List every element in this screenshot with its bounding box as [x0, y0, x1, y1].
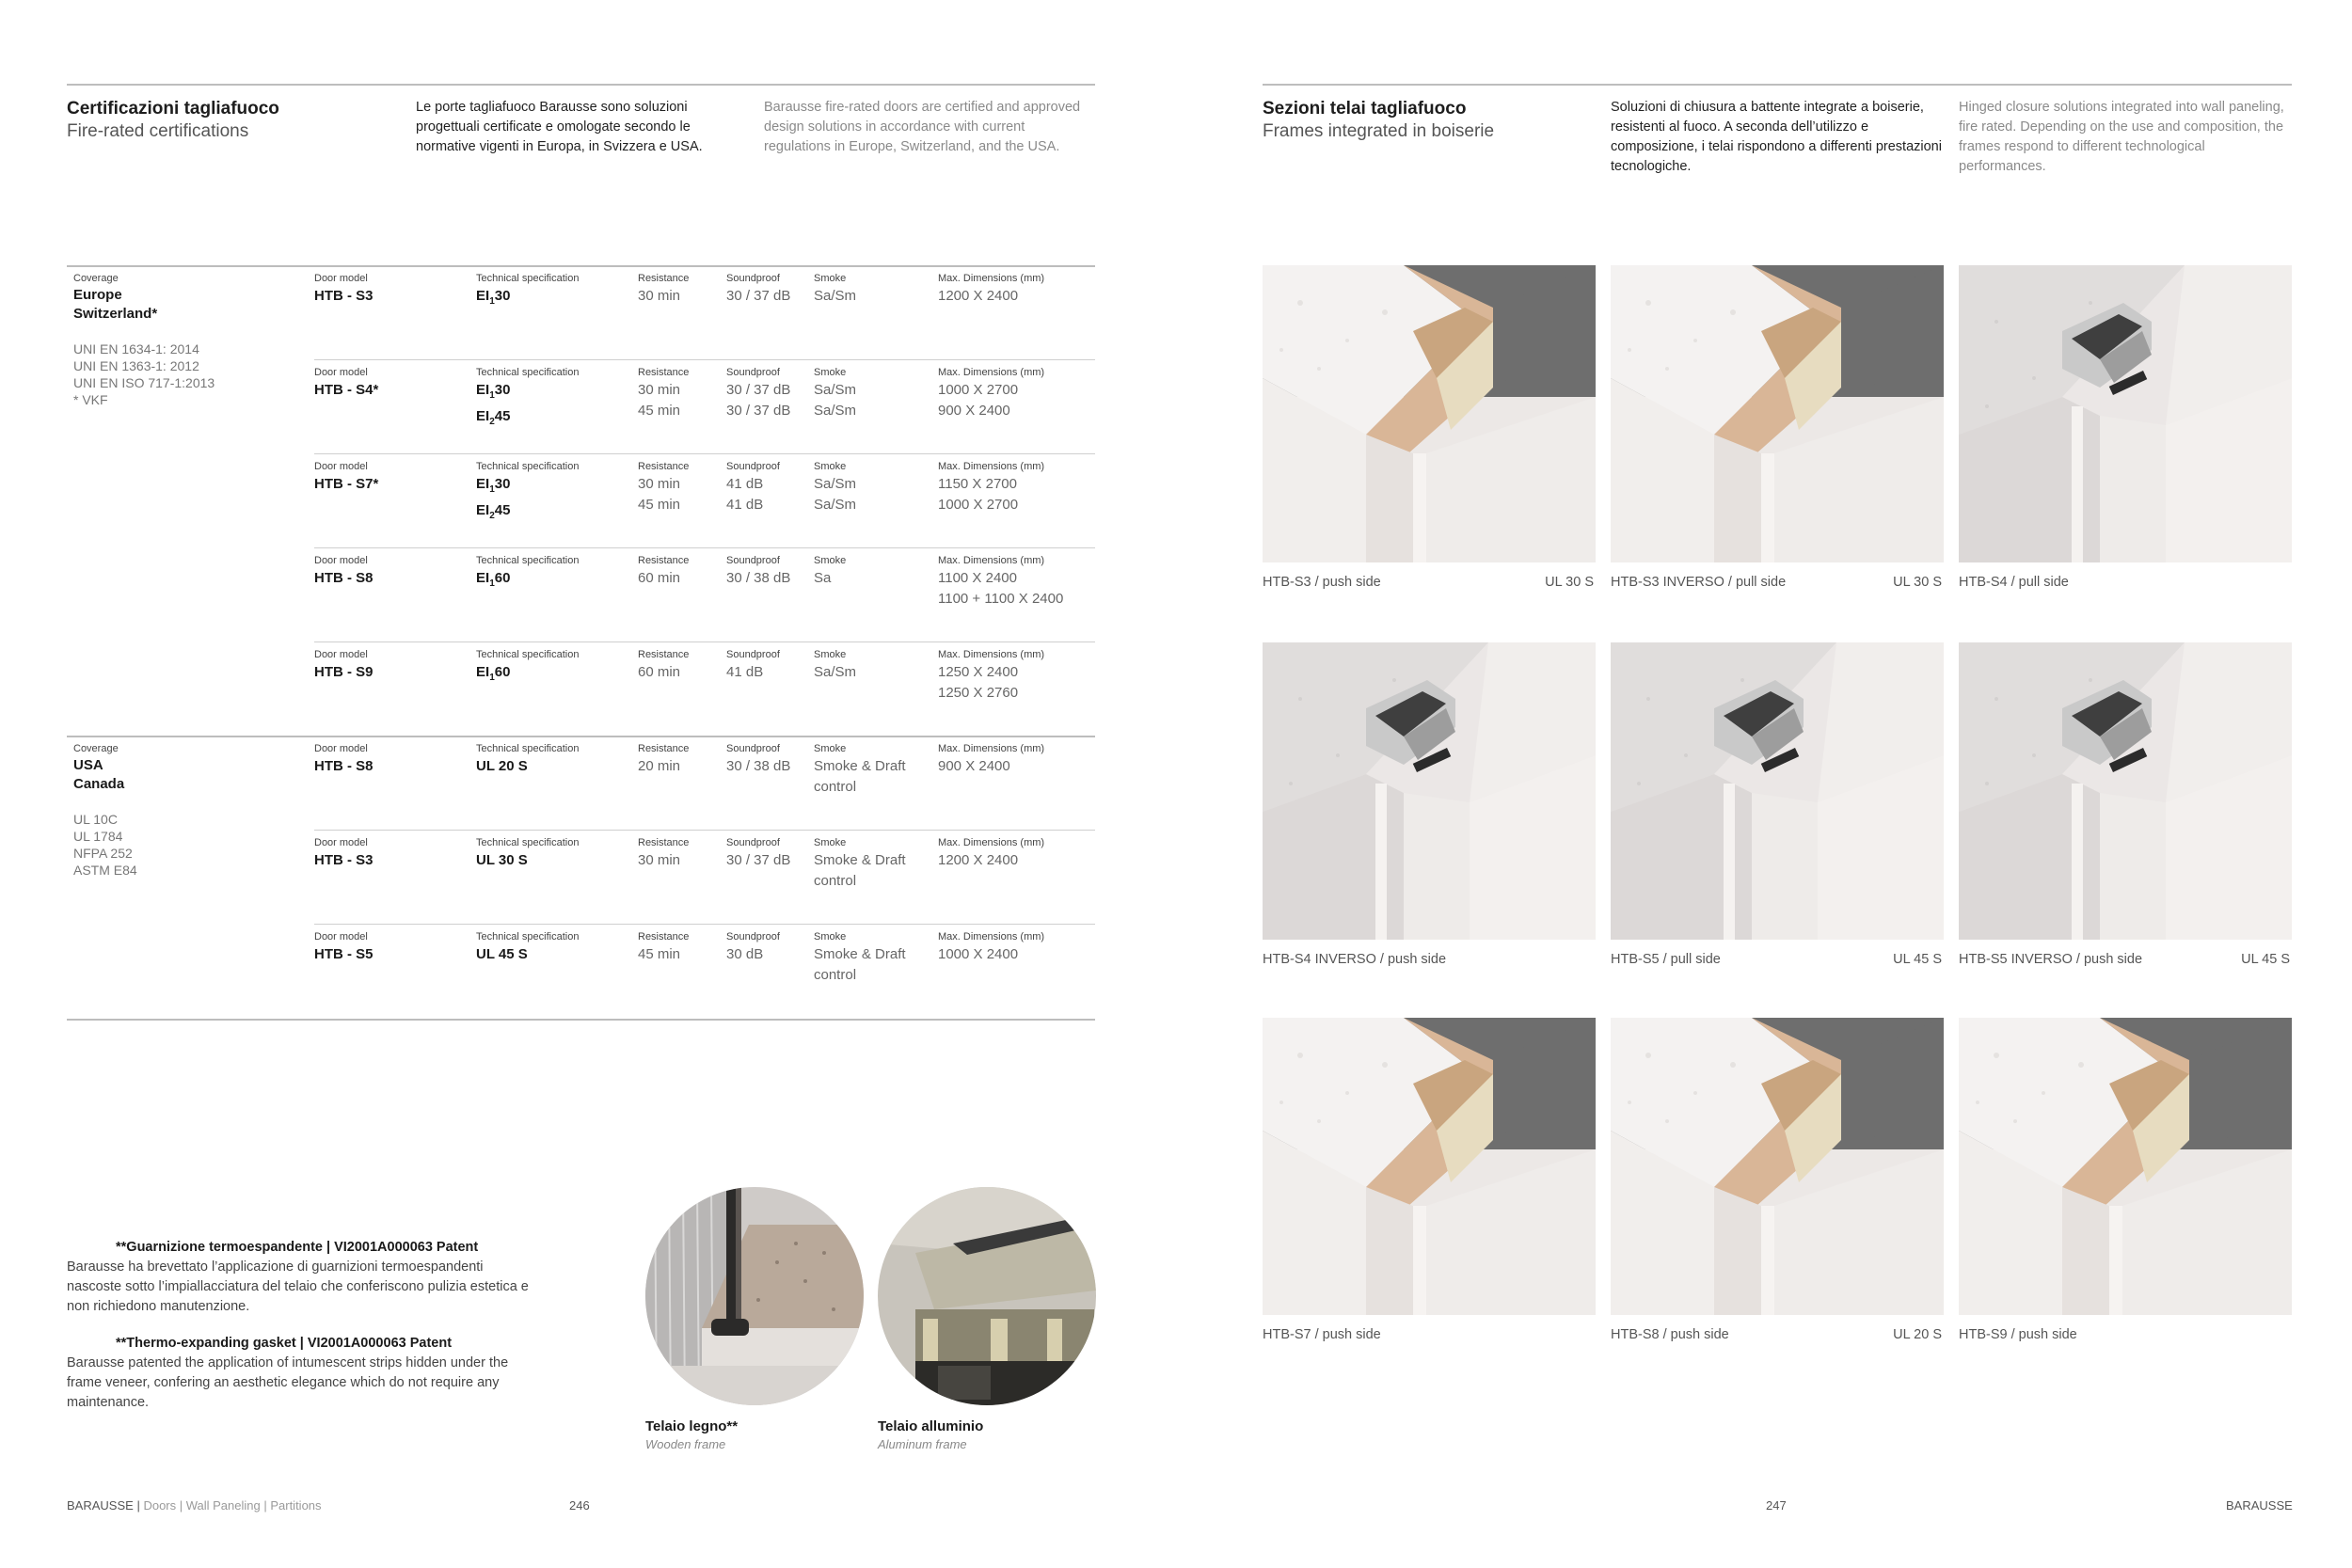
technical-spec-value: $EI_130$ — [476, 288, 511, 307]
table-row-divider — [314, 453, 1095, 454]
table-row — [314, 271, 1095, 359]
frame-section-image — [1263, 1018, 1596, 1315]
table-row-divider — [314, 924, 1095, 925]
page-number-left: 246 — [569, 1498, 590, 1513]
frame-section-rating: UL 45 S — [2241, 952, 2290, 967]
table-cell-resistance — [638, 929, 689, 965]
smoke-value: Sa/Sm — [814, 664, 857, 680]
dims-value: 900 X 2400 — [938, 403, 1010, 419]
column-label: Smoke — [814, 555, 847, 566]
table-cell-smoke — [814, 741, 906, 798]
soundproof-value: 41 dB — [726, 664, 764, 680]
technical-spec-value: $EI_160$ — [476, 664, 511, 683]
coverage-label: Coverage — [73, 273, 119, 284]
frame-section-caption: HTB-S3 / push side — [1263, 575, 1381, 590]
frame-section-image — [1959, 265, 2292, 562]
table-cell-soundproof — [726, 365, 790, 421]
table-row-divider — [67, 736, 1095, 737]
top-rule-right — [1263, 84, 2292, 86]
table-cell-resistance — [638, 271, 689, 307]
column-label: Max. Dimensions (mm) — [938, 461, 1045, 472]
coverage-standard: UNI EN 1634-1: 2014 — [73, 341, 199, 356]
table-cell-dims — [938, 929, 1044, 965]
column-label: Door model — [314, 837, 368, 848]
dims-value: 1250 X 2400 — [938, 664, 1019, 680]
coverage-standard: UNI EN 1363-1: 2012 — [73, 358, 199, 373]
page-number-right: 247 — [1766, 1498, 1787, 1513]
column-label: Resistance — [638, 273, 690, 284]
intro-english: Barausse fire-rated doors are certified and approved design solutions in accordance with current regulations in Europe, Switzerland, and the USA. — [764, 100, 1081, 154]
frame-section-caption: HTB-S8 / push side — [1611, 1327, 1729, 1342]
frame-section-image — [1611, 1018, 1944, 1315]
soundproof-value: 41 dB — [726, 497, 764, 513]
smoke-value: Sa/Sm — [814, 403, 857, 419]
smoke-value: Smoke & Draft — [814, 852, 906, 868]
technical-spec-value: $EI_130$ — [476, 476, 511, 495]
soundproof-value: 30 dB — [726, 946, 764, 962]
column-label: Technical specification — [476, 931, 580, 942]
column-label: Max. Dimensions (mm) — [938, 555, 1045, 566]
aluminum-frame-subtitle: Aluminum frame — [878, 1437, 967, 1451]
frame-section-rating: UL 30 S — [1893, 575, 1942, 590]
coverage-region: Europe — [73, 287, 122, 303]
smoke-value: control — [814, 779, 857, 795]
table-cell-model — [314, 459, 378, 495]
frame-section-image — [1611, 265, 1944, 562]
right-heading — [1263, 99, 1494, 142]
technical-spec-value: UL 30 S — [476, 852, 528, 868]
table-cell-model — [314, 929, 373, 965]
table-cell-soundproof — [726, 553, 790, 589]
column-label: Resistance — [638, 931, 690, 942]
smoke-value: Smoke & Draft — [814, 758, 906, 774]
coverage-region: Switzerland* — [73, 306, 158, 322]
column-label: Soundproof — [726, 743, 780, 754]
column-label: Resistance — [638, 461, 690, 472]
table-row — [314, 835, 1095, 924]
top-rule-left — [67, 84, 1095, 86]
column-label: Smoke — [814, 367, 847, 378]
coverage-standard: ASTM E84 — [73, 863, 137, 878]
table-row-divider — [314, 641, 1095, 642]
table-row — [314, 459, 1095, 547]
dims-value: 900 X 2400 — [938, 758, 1010, 774]
table-cell-soundproof — [726, 741, 790, 777]
dims-value: 1100 + 1100 X 2400 — [938, 591, 1064, 607]
door-model-value: HTB - S3 — [314, 288, 373, 304]
frame-section-image — [1959, 1018, 2292, 1315]
table-row — [314, 741, 1095, 830]
column-label: Smoke — [814, 931, 847, 942]
footer-separator: | — [136, 1498, 140, 1513]
column-label: Technical specification — [476, 649, 580, 660]
soundproof-value: 30 / 37 dB — [726, 288, 791, 304]
sections-title-en: Frames integrated in boiserie — [1263, 121, 1495, 141]
table-cell-spec — [476, 459, 579, 527]
column-label: Soundproof — [726, 555, 780, 566]
table-cell-dims — [938, 741, 1044, 777]
column-label: Technical specification — [476, 837, 580, 848]
resistance-value: 60 min — [638, 570, 681, 586]
table-cell-soundproof — [726, 459, 780, 515]
frame-section-caption: HTB-S5 / pull side — [1611, 952, 1721, 967]
frame-section-caption: HTB-S3 INVERSO / pull side — [1611, 575, 1787, 590]
table-cell-soundproof — [726, 271, 790, 307]
resistance-value: 20 min — [638, 758, 681, 774]
column-label: Smoke — [814, 837, 847, 848]
coverage-standard: * VKF — [73, 392, 108, 407]
table-cell-resistance — [638, 835, 689, 871]
door-model-value: HTB - S3 — [314, 852, 373, 868]
table-cell-soundproof — [726, 929, 780, 965]
footer-section: Doors | Wall Paneling | Partitions — [143, 1498, 322, 1513]
table-cell-dims — [938, 835, 1044, 871]
dims-value: 1100 X 2400 — [938, 570, 1017, 586]
footer-brand-left: BARAUSSE — [67, 1498, 134, 1513]
table-cell-spec — [476, 647, 579, 689]
resistance-value: 30 min — [638, 476, 681, 492]
dims-value: 1000 X 2400 — [938, 946, 1019, 962]
technical-spec-value: $EI_245$ — [476, 408, 511, 427]
column-label: Max. Dimensions (mm) — [938, 273, 1045, 284]
column-label: Door model — [314, 367, 368, 378]
dims-value: 1150 X 2700 — [938, 476, 1017, 492]
frame-section-caption: HTB-S7 / push side — [1263, 1327, 1381, 1342]
resistance-value: 30 min — [638, 852, 681, 868]
column-label: Soundproof — [726, 273, 780, 284]
wooden-frame-title: Telaio legno** — [645, 1418, 739, 1434]
table-cell-smoke — [814, 271, 856, 307]
column-label: Max. Dimensions (mm) — [938, 837, 1045, 848]
intro-italian: Le porte tagliafuoco Barausse sono soluzioni progettuali certificate e omologate secondo le normative vigenti in Europa, in Svizzera e USA. — [416, 100, 703, 154]
sections-intro-english: Hinged closure solutions integrated into wall paneling, fire rated. Depending on the use and composition, the frames respond to different technological performances. — [1959, 100, 2284, 174]
smoke-value: Sa/Sm — [814, 497, 857, 513]
note-title-en: **Thermo-expanding gasket | VI2001A000063 Patent — [116, 1336, 453, 1351]
table-cell-resistance — [638, 365, 689, 421]
table-row — [314, 929, 1095, 1018]
column-label: Smoke — [814, 743, 847, 754]
door-model-value: HTB - S9 — [314, 664, 373, 680]
table-cell-model — [314, 365, 378, 401]
coverage-block — [73, 271, 309, 408]
smoke-value: Smoke & Draft — [814, 946, 906, 962]
soundproof-value: 30 / 37 dB — [726, 382, 791, 398]
door-model-value: HTB - S7* — [314, 476, 379, 492]
frame-section-image — [1263, 265, 1596, 562]
smoke-value: control — [814, 873, 857, 889]
technical-spec-value: UL 20 S — [476, 758, 528, 774]
table-cell-smoke — [814, 835, 906, 892]
technical-spec-value: $EI_160$ — [476, 570, 511, 589]
table-cell-dims — [938, 271, 1044, 307]
coverage-region: Canada — [73, 776, 125, 792]
frame-section-rating: UL 30 S — [1545, 575, 1594, 590]
soundproof-value: 30 / 37 dB — [726, 403, 791, 419]
wooden-frame-image — [645, 1187, 864, 1405]
column-label: Soundproof — [726, 931, 780, 942]
table-cell-spec — [476, 271, 579, 312]
table-cell-model — [314, 647, 373, 683]
column-label: Resistance — [638, 743, 690, 754]
column-label: Max. Dimensions (mm) — [938, 649, 1045, 660]
aluminum-frame-title: Telaio alluminio — [878, 1418, 984, 1434]
column-label: Max. Dimensions (mm) — [938, 931, 1045, 942]
table-row-divider — [314, 547, 1095, 548]
dims-value: 1200 X 2400 — [938, 288, 1019, 304]
resistance-value: 30 min — [638, 288, 681, 304]
coverage-block — [73, 741, 309, 879]
frame-section-image — [1959, 642, 2292, 940]
frame-section-rating: UL 45 S — [1893, 952, 1942, 967]
table-cell-smoke — [814, 553, 846, 589]
note-body-en: Barausse patented the application of intumescent strips hidden under the frame veneer, confering an aesthetic elegance which do not require any maintenance. — [67, 1355, 509, 1410]
column-label: Smoke — [814, 461, 847, 472]
table-cell-smoke — [814, 929, 906, 986]
footer-left — [67, 1498, 322, 1513]
technical-spec-value: UL 45 S — [476, 946, 528, 962]
column-label: Resistance — [638, 555, 690, 566]
resistance-value: 30 min — [638, 382, 681, 398]
table-cell-model — [314, 835, 373, 871]
coverage-region: USA — [73, 757, 103, 773]
smoke-value: Sa/Sm — [814, 288, 857, 304]
frame-section-rating: UL 20 S — [1893, 1327, 1942, 1342]
table-cell-dims — [938, 365, 1044, 421]
column-label: Technical specification — [476, 273, 580, 284]
coverage-standard: UL 10C — [73, 812, 118, 827]
column-label: Soundproof — [726, 837, 780, 848]
column-label: Resistance — [638, 649, 690, 660]
page-title-it: Certificazioni tagliafuoco — [67, 99, 279, 119]
frame-section-image — [1263, 642, 1596, 940]
frame-section-caption: HTB-S9 / push side — [1959, 1327, 2077, 1342]
column-label: Door model — [314, 273, 368, 284]
soundproof-value: 30 / 38 dB — [726, 758, 791, 774]
column-label: Max. Dimensions (mm) — [938, 743, 1045, 754]
column-label: Technical specification — [476, 367, 580, 378]
table-cell-resistance — [638, 553, 689, 589]
table-cell-soundproof — [726, 835, 790, 871]
table-cell-smoke — [814, 459, 856, 515]
column-label: Technical specification — [476, 461, 580, 472]
table-cell-spec — [476, 929, 579, 971]
column-label: Technical specification — [476, 555, 580, 566]
sections-intro-italian: Soluzioni di chiusura a battente integrate a boiserie, resistenti al fuoco. A seconda dell’utilizzo e composizione, i telai rispondono a differenti prestazioni tecnologiche. — [1611, 100, 1942, 174]
table-cell-model — [314, 741, 373, 777]
column-label: Door model — [314, 743, 368, 754]
resistance-value: 45 min — [638, 946, 681, 962]
coverage-standard: UNI EN ISO 717-1:2013 — [73, 375, 215, 390]
table-bottom-rule — [67, 1019, 1095, 1021]
wooden-frame-subtitle: Wooden frame — [645, 1437, 726, 1451]
column-label: Door model — [314, 461, 368, 472]
dims-value: 1250 X 2760 — [938, 685, 1019, 701]
column-label: Door model — [314, 555, 368, 566]
resistance-value: 45 min — [638, 497, 681, 513]
table-row-divider — [314, 359, 1095, 360]
table-row — [314, 553, 1095, 641]
soundproof-value: 41 dB — [726, 476, 764, 492]
gasket-note-english — [67, 1334, 537, 1413]
table-cell-model — [314, 553, 373, 589]
table-row — [314, 647, 1095, 736]
dims-value: 1000 X 2700 — [938, 382, 1019, 398]
dims-value: 1000 X 2700 — [938, 497, 1019, 513]
table-cell-dims — [938, 553, 1063, 610]
table-cell-soundproof — [726, 647, 780, 683]
column-label: Smoke — [814, 649, 847, 660]
resistance-value: 45 min — [638, 403, 681, 419]
coverage-standard: NFPA 252 — [73, 846, 133, 861]
table-cell-spec — [476, 365, 579, 433]
note-body-it: Barausse ha brevettato l’applicazione di guarnizioni termoespandenti nascoste sotto l’impiallacciatura del telaio che conferiscono pulizia estetica e non richiedono manutenzione. — [67, 1259, 529, 1314]
door-model-value: HTB - S5 — [314, 946, 373, 962]
page-title-en: Fire-rated certifications — [67, 121, 249, 141]
door-model-value: HTB - S8 — [314, 570, 373, 586]
table-row — [314, 365, 1095, 453]
gasket-note-italian — [67, 1238, 537, 1317]
resistance-value: 60 min — [638, 664, 681, 680]
left-heading — [67, 99, 279, 142]
column-label: Door model — [314, 649, 368, 660]
table-row-divider — [314, 830, 1095, 831]
table-cell-resistance — [638, 459, 689, 515]
table-cell-resistance — [638, 647, 689, 683]
sections-title-it: Sezioni telai tagliafuoco — [1263, 99, 1467, 119]
table-cell-smoke — [814, 365, 856, 421]
column-label: Soundproof — [726, 367, 780, 378]
smoke-value: Sa/Sm — [814, 382, 857, 398]
soundproof-value: 30 / 37 dB — [726, 852, 791, 868]
column-label: Resistance — [638, 837, 690, 848]
smoke-value: Sa — [814, 570, 832, 586]
column-label: Technical specification — [476, 743, 580, 754]
table-cell-spec — [476, 553, 579, 594]
column-label: Resistance — [638, 367, 690, 378]
table-cell-resistance — [638, 741, 689, 777]
column-label: Smoke — [814, 273, 847, 284]
frame-section-image — [1611, 642, 1944, 940]
door-model-value: HTB - S8 — [314, 758, 373, 774]
column-label: Max. Dimensions (mm) — [938, 367, 1045, 378]
door-model-value: HTB - S4* — [314, 382, 379, 398]
column-label: Door model — [314, 931, 368, 942]
frame-section-caption: HTB-S4 INVERSO / push side — [1263, 952, 1447, 967]
aluminum-frame-image — [878, 1187, 1096, 1405]
table-cell-dims — [938, 647, 1044, 704]
footer-brand-right: BARAUSSE — [2226, 1498, 2293, 1513]
table-cell-model — [314, 271, 373, 307]
soundproof-value: 30 / 38 dB — [726, 570, 791, 586]
frame-section-caption: HTB-S5 INVERSO / push side — [1959, 952, 2143, 967]
dims-value: 1200 X 2400 — [938, 852, 1019, 868]
table-top-rule — [67, 265, 1095, 267]
table-cell-smoke — [814, 647, 856, 683]
column-label: Soundproof — [726, 649, 780, 660]
table-cell-dims — [938, 459, 1044, 515]
coverage-standard: UL 1784 — [73, 829, 123, 844]
technical-spec-value: $EI_245$ — [476, 502, 511, 521]
column-label: Soundproof — [726, 461, 780, 472]
smoke-value: control — [814, 967, 857, 983]
table-cell-spec — [476, 835, 579, 877]
frame-section-caption: HTB-S4 / pull side — [1959, 575, 2069, 590]
note-title-it: **Guarnizione termoespandente | VI2001A000063 Patent — [116, 1240, 479, 1255]
technical-spec-value: $EI_130$ — [476, 382, 511, 401]
table-cell-spec — [476, 741, 579, 783]
smoke-value: Sa/Sm — [814, 476, 857, 492]
coverage-label: Coverage — [73, 743, 119, 754]
